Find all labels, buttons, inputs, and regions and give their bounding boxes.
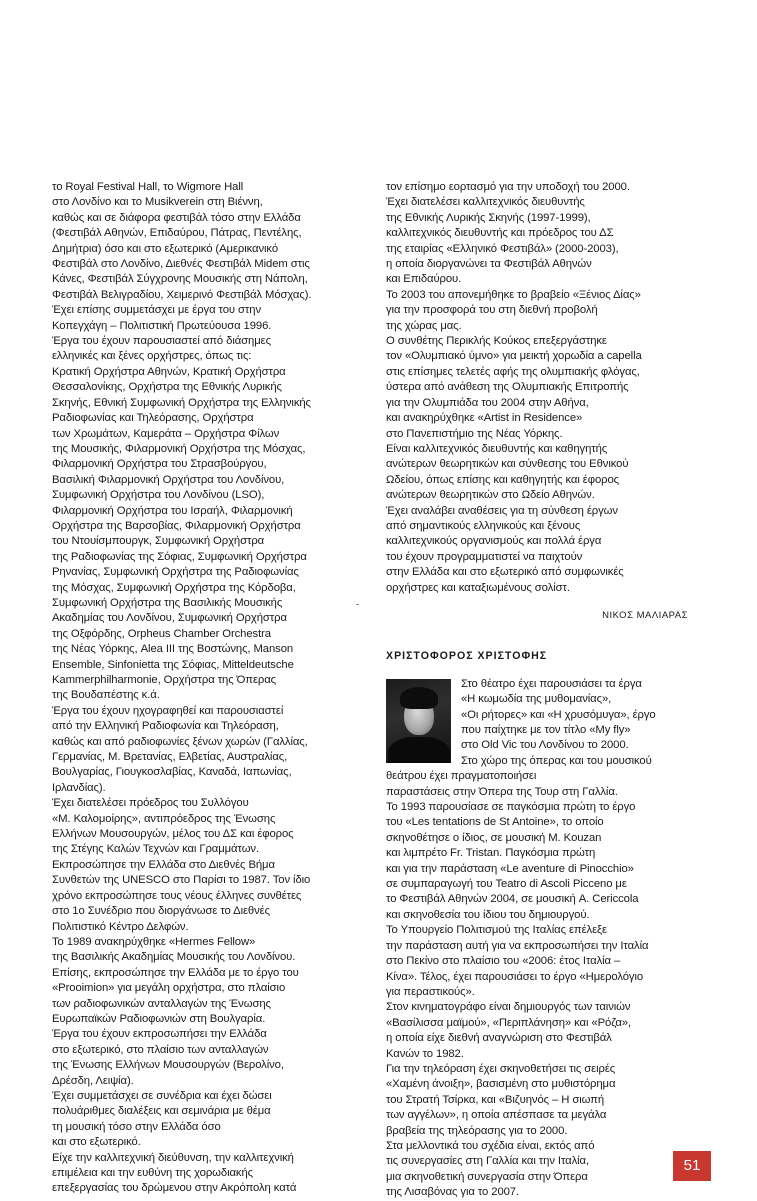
text-line: της Βουδαπέστης κ.ά. bbox=[52, 689, 160, 702]
text-line: ορχήστρες και καταξιωμένους σολίστ. bbox=[386, 581, 570, 594]
text-line: στις επίσημες τελετές αφής της ολυμπιακής φλόγας, bbox=[386, 365, 640, 378]
text-line: Συμφωνική Ορχήστρα του Λονδίνου (LSO), bbox=[52, 489, 265, 502]
text-line: Ακαδημίας του Λονδίνου, Συμφωνική Ορχήστρα bbox=[52, 612, 287, 625]
text-line: της Στέγης Καλών Τεχνών και Γραμμάτων. bbox=[52, 843, 260, 856]
text-line: τον «Ολυμπιακό ύμνο» για μεικτή χορωδία a capella bbox=[386, 350, 642, 363]
portrait-hair bbox=[400, 687, 438, 709]
text-line: και ανακηρύχθηκε «Artist in Residence» bbox=[386, 412, 583, 425]
text-line: στην Ελλάδα και στο εξωτερικό από συμφωνικές bbox=[386, 566, 624, 579]
text-line: Βουλγαρίας, Γιουγκοσλαβίας, Καναδά, Ιαπωνίας, bbox=[52, 766, 292, 779]
text-line: Φεστιβάλ Βελιγραδίου, Χειμερινό Φεστιβάλ Μόσχας). bbox=[52, 288, 312, 301]
text-line: στο Old Vic του Λονδίνου το 2000. bbox=[461, 739, 629, 752]
text-line: τη μουσική τόσο στην Ελλάδα όσο bbox=[52, 1120, 221, 1133]
text-line: Κοπεγχάγη – Πολιτιστική Πρωτεύουσα 1996. bbox=[52, 319, 272, 332]
text-line: Ρηνανίας, Συμφωνική Ορχήστρα της Ραδιοφωνίας bbox=[52, 566, 299, 579]
text-line: Κίνα». Τέλος, έχει παρουσιάσει το έργο «Ημερολόγιο bbox=[386, 970, 644, 983]
text-line: «Η κωμωδία της μυθομανίας», bbox=[461, 693, 612, 706]
text-line: «Μ. Καλομοίρης», αντιπρόεδρος της Ένωσης bbox=[52, 812, 276, 825]
text-line: ανώτερων θεωρητικών και σύνθεσης του Εθνικού bbox=[386, 458, 629, 471]
text-line: Το 1989 ανακηρύχθηκε «Hermes Fellow» bbox=[52, 935, 256, 948]
text-line: Κάνες, Φεστιβάλ Σύγχρονης Μουσικής στη Νάπολη, bbox=[52, 273, 308, 286]
text-line: η οποία είχε διεθνή αναγνώριση στο Φεστιβάλ bbox=[386, 1032, 612, 1045]
text-line: του Ντουίσμπουργκ, Συμφωνική Ορχήστρα bbox=[52, 535, 265, 548]
text-line: στο εξωτερικό, στο πλαίσιο των ανταλλαγών bbox=[52, 1043, 269, 1056]
text-line: Εκπροσώπησε την Ελλάδα στο Διεθνές Βήμα bbox=[52, 858, 275, 871]
text-line: και Επιδαύρου. bbox=[386, 273, 462, 286]
text-line: Δρέσδη, Λειψία). bbox=[52, 1074, 134, 1087]
text-line: Έχει συμμετάσχει σε συνέδρια και έχει δώσει bbox=[52, 1089, 272, 1102]
text-line: στο Λονδίνο και το Musikverein στη Βιέννη, bbox=[52, 196, 263, 209]
bio-text bbox=[386, 785, 698, 1201]
text-line: Γερμανίας, Μ. Βρετανίας, Ελβετίας, Αυστραλίας, bbox=[52, 751, 288, 764]
text-line: τον επίσημο εορτασμό για την υποδοχή του 2000. bbox=[386, 181, 630, 193]
text-line: Συμφωνική Ορχήστρα της Βασιλικής Μουσικής bbox=[52, 596, 283, 609]
text-line: από την Ελληνική Ραδιοφωνία και Τηλεόραση, bbox=[52, 720, 279, 733]
text-line: «Prooimion» για μεγάλη ορχήστρα, στο πλαίσιο bbox=[52, 982, 286, 995]
text-line: Επίσης, εκπροσώπησε την Ελλάδα με το έργο του bbox=[52, 966, 299, 979]
text-line: για την Ολυμπιάδα του 2004 στην Αθήνα, bbox=[386, 396, 589, 409]
text-line: της Βασιλικής Ακαδημίας Μουσικής του Λονδίνου. bbox=[52, 951, 296, 964]
text-line: Θεσσαλονίκης, Ορχήστρα της Εθνικής Λυρικής bbox=[52, 381, 282, 394]
text-line: Ραδιοφωνίας και Τηλεόρασης, Ορχήστρα bbox=[52, 412, 254, 425]
author-signature: ΝΙΚΟΣ ΜΑΛΙΑΡΑΣ bbox=[602, 609, 688, 621]
text-line: τις συνεργασίες στη Γαλλία και την Ιταλία, bbox=[386, 1155, 590, 1168]
text-line: που παίχτηκε με τον τίτλο «My fly» bbox=[461, 724, 631, 736]
text-line: Κανών το 1982. bbox=[386, 1047, 464, 1060]
text-line: Στο χώρο της όπερας και του μουσικού bbox=[461, 754, 652, 767]
text-line: Έχει διατελέσει πρόεδρος του Συλλόγου bbox=[52, 797, 249, 810]
text-line: και για την παράσταση «Le aventure di Pinocchio» bbox=[386, 862, 634, 875]
text-line: (Φεστιβάλ Αθηνών, Επιδαύρου, Πάτρας, Πεντέλης, bbox=[52, 227, 302, 240]
stray-mark bbox=[356, 604, 359, 605]
text-line: Έργα του έχουν εκπροσωπήσει την Ελλάδα bbox=[52, 1028, 267, 1041]
text-line: στο 1ο Συνέδριο που διοργάνωσε το Διεθνές bbox=[52, 905, 270, 918]
text-line: της Νέας Υόρκης, Alea III της Βοστώνης, Manson bbox=[52, 643, 294, 656]
text-line: Για την τηλεόραση έχει σκηνοθετήσει τις σειρές bbox=[386, 1062, 616, 1075]
page-number: 51 bbox=[673, 1151, 711, 1181]
text-line: Φιλαρμονική Ορχήστρα του Στρασβούργου, bbox=[52, 458, 267, 471]
text-line: βραβεία της τηλεόρασης για το 2000. bbox=[386, 1124, 568, 1137]
text-line: επιμέλεια και την ευθύνη της χορωδιακής bbox=[52, 1167, 254, 1179]
text-line: καλλιτεχνικούς οργανισμούς και πολλά έργα bbox=[386, 535, 602, 548]
text-line: Στο θέατρο έχει παρουσιάσει τα έργα bbox=[461, 677, 642, 690]
portrait-shoulders bbox=[388, 737, 450, 763]
text-line: Ensemble, Sinfonietta της Σόφιας, Mitteldeutsche bbox=[52, 658, 294, 671]
christofis-bio bbox=[386, 677, 698, 1201]
text-line: Φεστιβάλ στο Λονδίνο, Διεθνές Φεστιβάλ Midem στις bbox=[52, 258, 310, 271]
text-line: για την προσφορά του στη διεθνή προβολή bbox=[386, 304, 598, 317]
text-line: και λιμπρέτο Fr. Tristan. Παγκόσμια πρώτη bbox=[386, 847, 596, 860]
text-line: «Οι ρήτορες» και «Η χρυσόμυγα», έργο bbox=[461, 708, 656, 721]
text-line: Έχει διατελέσει καλλιτεχνικός διευθυντής bbox=[386, 196, 585, 209]
text-line: της χώρας μας. bbox=[386, 319, 462, 332]
text-line: Το 1993 παρουσίασε σε παγκόσμια πρώτη το έργο bbox=[386, 801, 636, 814]
text-line: από σημαντικούς ελληνικούς και ξένους bbox=[386, 519, 581, 532]
text-line: στο Πανεπιστήμιο της Νέας Υόρκης. bbox=[386, 427, 563, 440]
text-line: καλλιτεχνικός διευθυντής και πρόεδρος του ΔΣ bbox=[386, 227, 614, 240]
text-line: της Ένωσης Ελλήνων Μουσουργών (Βερολίνο, bbox=[52, 1059, 284, 1072]
text-line: μια σκηνοθετική συνεργασία στην Όπερα bbox=[386, 1170, 588, 1183]
text-line: του «Les tentations de St Antoine», το οποίο bbox=[386, 816, 604, 829]
text-line: Σκηνής, Εθνική Συμφωνική Ορχήστρα της Ελληνικής bbox=[52, 396, 311, 409]
bio-heading: ΧΡΙΣΤΟΦΟΡΟΣ ΧΡΙΣΤΟΦΗΣ bbox=[386, 650, 548, 663]
text-line: σε συμπαραγωγή του Teatro di Ascoli Picceno με bbox=[386, 878, 627, 891]
text-line: Το Υπουργείο Πολιτισμού της Ιταλίας επέλεξε bbox=[386, 924, 607, 937]
text-line: της Μόσχας, Συμφωνική Ορχήστρα της Κόρδοβα, bbox=[52, 581, 296, 594]
text-line: ανώτερων θεωρητικών στο Ωδείο Αθηνών. bbox=[386, 489, 595, 502]
text-line: Ελλήνων Μουσουργών, μέλος του ΔΣ και έφορος bbox=[52, 828, 294, 841]
text-line: επεξεργασίας του δρώμενου στην Ακρόπολη κατά bbox=[52, 1182, 297, 1195]
text-line: Έργα του έχουν ηχογραφηθεί και παρουσιαστεί bbox=[52, 704, 284, 717]
text-line: Ο συνθέτης Περικλής Κούκος επεξεργάστηκε bbox=[386, 335, 607, 348]
koukos-bio-continuation bbox=[386, 180, 698, 596]
text-line: της Εθνικής Λυρικής Σκηνής (1997-1999), bbox=[386, 211, 591, 224]
text-line: της Οξφόρδης, Orpheus Chamber Orchestra bbox=[52, 627, 271, 640]
text-line: ελληνικές και ξένες ορχήστρες, όπως τις: bbox=[52, 350, 252, 363]
text-line: της Ραδιοφωνίας της Σόφιας, Συμφωνική Ορχήστρα bbox=[52, 550, 307, 563]
text-line: πολυάριθμες διαλέξεις και σεμινάρια με θέμα bbox=[52, 1105, 271, 1118]
text-line: σκηνοθέτησε ο ίδιος, σε μουσική M. Kouzan bbox=[386, 831, 602, 844]
text-line: «Βασίλισσα μαϊμού», «Περιπλάνηση» και «Ρόζα», bbox=[386, 1016, 631, 1029]
text-line: Το 2003 του απονεμήθηκε το βραβείο «Ξένιος Δίας» bbox=[386, 288, 641, 301]
text-line: του Στρατή Τσίρκα, και «Βιζυηνός – Η σιωπή bbox=[386, 1093, 605, 1106]
text-line: Συνθετών της UNESCO στο Παρίσι το 1987. Τον ίδιο bbox=[52, 874, 311, 887]
text-line: Βασιλική Φιλαρμονική Ορχήστρα του Λονδίνου, bbox=[52, 473, 285, 486]
text-line: Στα μελλοντικά του σχέδια είναι, εκτός από bbox=[386, 1139, 595, 1152]
text-line: η οποία διοργανώνει τα Φεστιβάλ Αθηνών bbox=[386, 258, 592, 271]
text-line: των Χρωμάτων, Καμεράτα – Ορχήστρα Φίλων bbox=[52, 427, 280, 440]
text-line: στο Πεκίνο στο πλαίσιο του «2006: έτος Ιταλία – bbox=[386, 955, 621, 968]
text-line: Ευρωπαϊκών Ραδιοφωνιών στη Βουλγαρία. bbox=[52, 1012, 266, 1025]
text-line: και στο εξωτερικό. bbox=[52, 1136, 141, 1149]
text-line: το Φεστιβάλ Αθηνών 2004, σε μουσική A. Cericcola bbox=[386, 893, 639, 906]
text-line: Kammerphilharmonie, Ορχήστρα της Όπερας bbox=[52, 674, 277, 686]
text-line: το Royal Festival Hall, το Wigmore Hall bbox=[52, 181, 244, 193]
text-line: της εταιρίας «Ελληνικό Φεστιβάλ» (2000-2003), bbox=[386, 242, 619, 255]
text-line: καθώς και από ραδιοφωνίες ξένων χωρών (Γαλλίας, bbox=[52, 735, 308, 748]
text-line: Έχει αναλάβει αναθέσεις για τη σύνθεση έργων bbox=[386, 504, 618, 517]
right-text-column bbox=[386, 180, 698, 1201]
text-line: παραστάσεις στην Όπερα της Τουρ στη Γαλλία. bbox=[386, 785, 618, 798]
left-text-column bbox=[52, 180, 372, 1197]
text-line: την παράσταση αυτή για να εκπροσωπήσει την Ιταλία bbox=[386, 939, 649, 952]
text-line: της Μουσικής, Φιλαρμονική Ορχήστρα της Μόσχας, bbox=[52, 442, 306, 455]
text-line: των αγγέλων», η οποία απέσπασε τα μεγάλα bbox=[386, 1109, 607, 1122]
text-line: Κρατική Ορχήστρα Αθηνών, Κρατική Ορχήστρα bbox=[52, 365, 286, 378]
text-line: Είχε την καλλιτεχνική διεύθυνση, την καλλιτεχνική bbox=[52, 1151, 294, 1164]
text-line: και σκηνοθεσία του ίδιου του δημιουργού. bbox=[386, 908, 590, 921]
text-line: Έχει επίσης συμμετάσχει με έργα του στην bbox=[52, 304, 262, 317]
text-line: Στον κινηματογράφο είναι δημιουργός των ταινιών bbox=[386, 1001, 631, 1014]
text-line: Δημήτρια) όσο και στο εξωτερικό (Αμερικανικό bbox=[52, 242, 279, 255]
text-line: Πολιτιστικό Κέντρο Δελφών. bbox=[52, 920, 189, 933]
text-line: της Λισαβόνας για το 2007. bbox=[386, 1186, 520, 1199]
text-line: των ραδιοφωνικών ανταλλαγών της Ένωσης bbox=[52, 997, 271, 1010]
text-line: καθώς και σε διάφορα φεστιβάλ τόσο στην Ελλάδα bbox=[52, 211, 301, 224]
text-line: θεάτρου έχει πραγματοποιήσει bbox=[386, 770, 537, 783]
text-line: Φιλαρμονική Ορχήστρα του Ισραήλ, Φιλαρμονική bbox=[52, 504, 293, 517]
portrait-photo bbox=[386, 679, 451, 763]
text-line: Έργα του έχουν παρουσιαστεί από διάσημες bbox=[52, 335, 271, 348]
text-line: χρόνο εκπροσώπησε τους νέους έλληνες συνθέτες bbox=[52, 889, 302, 902]
text-line: Είναι καλλιτεχνικός διευθυντής και καθηγητής bbox=[386, 442, 608, 455]
text-line: του έχουν προγραμματιστεί να παιχτούν bbox=[386, 550, 583, 563]
text-line: Ορχήστρα της Βαρσοβίας, Φιλαρμονική Ορχήστρα bbox=[52, 519, 301, 532]
text-line: για περαστικούς». bbox=[386, 985, 475, 998]
text-line: ύστερα από ανάθεση της Ολυμπιακής Επιτροπής bbox=[386, 381, 629, 394]
text-line: «Χαμένη άνοιξη», βασισμένη στο μυθιστόρημα bbox=[386, 1078, 616, 1091]
text-line: Ωδείου, όπως επίσης και καθηγητής και έφορος bbox=[386, 473, 620, 486]
text-line: Ιρλανδίας). bbox=[52, 781, 106, 794]
